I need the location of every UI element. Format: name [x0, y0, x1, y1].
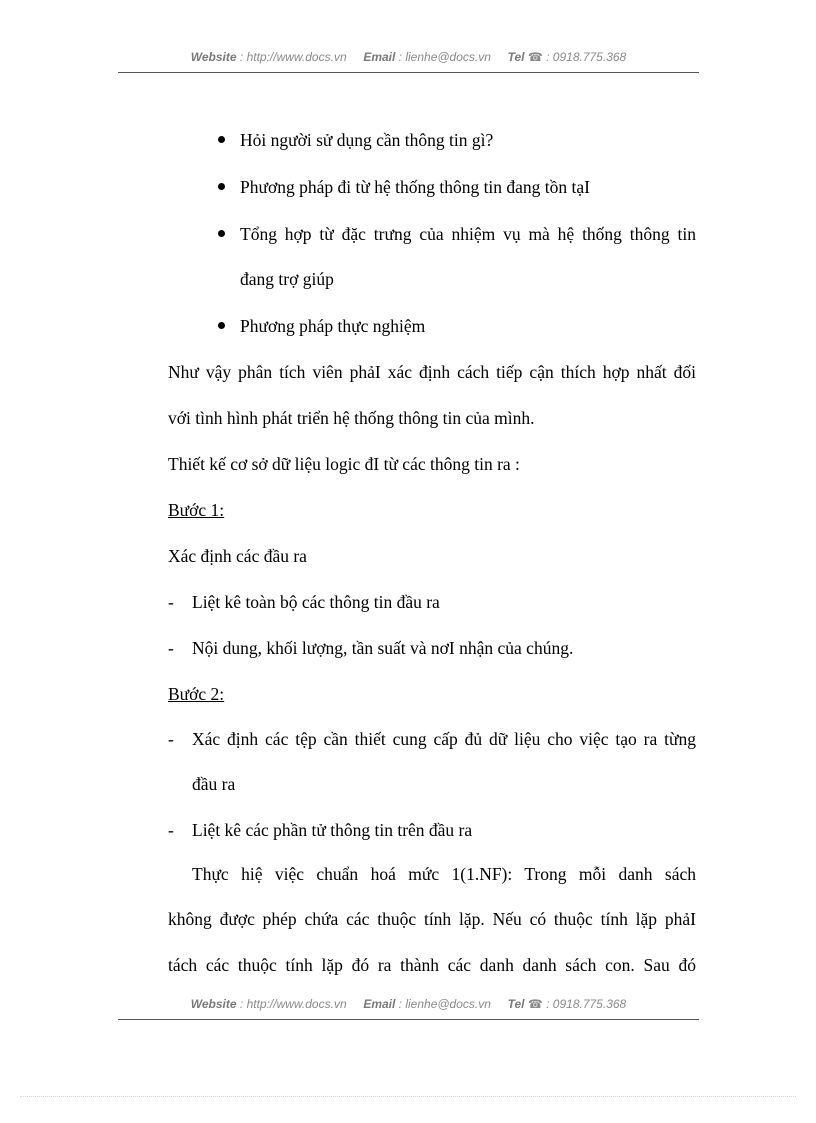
paragraph-line: Như vậy phân tích viên phảI xác định cách tiếp cận thích hợp nhất đối — [168, 362, 696, 382]
bullet-icon — [218, 322, 225, 329]
step1-item: Nội dung, khối lượng, tần suất và nơI nhận của chúng. — [192, 638, 574, 658]
dash-marker: - — [168, 729, 174, 749]
paragraph-line: tách các thuộc tính lặp đó ra thành các danh danh sách con. Sau đó — [168, 955, 696, 975]
bullet-icon — [218, 183, 225, 190]
phone-icon: ☎ — [527, 50, 543, 64]
header-website-label: Website — [190, 50, 237, 64]
step2-item: Xác định các tệp cần thiết cung cấp đủ dữ liệu cho việc tạo ra từng — [192, 729, 696, 749]
bullet-icon — [218, 136, 225, 143]
phone-icon: ☎ — [527, 997, 543, 1011]
page-bottom-divider — [20, 1096, 796, 1097]
paragraph-line: không được phép chứa các thuộc tính lặp. Nếu có thuộc tính lặp phảI — [168, 909, 696, 929]
page-header — [118, 50, 699, 73]
step1-subtitle: Xác định các đầu ra — [168, 546, 307, 566]
header-tel-value: : 0918.775.368 — [546, 50, 627, 64]
bullet-item: Tổng hợp từ đặc trưng của nhiệm vụ mà hệ thống thông tin — [240, 224, 696, 244]
footer-website-label: Website — [190, 997, 237, 1011]
dash-marker: - — [168, 638, 174, 658]
header-tel-label: Tel — [507, 50, 525, 64]
bullet-item: Phương pháp đi từ hệ thống thông tin đang tồn tạI — [240, 177, 590, 197]
header-website-link[interactable]: : http://www.docs.vn — [239, 50, 347, 64]
bullet-item-continuation: đang trợ giúp — [240, 269, 334, 289]
dash-marker: - — [168, 820, 174, 840]
paragraph-line: Thực hiệ việc chuẩn hoá mức 1(1.NF): Trong mỗi danh sách — [192, 864, 696, 884]
page-footer — [118, 997, 699, 1020]
section-intro: Thiết kế cơ sở dữ liệu logic đI từ các thông tin ra : — [168, 454, 520, 474]
bullet-item: Phương pháp thực nghiệm — [240, 316, 426, 336]
header-email-label: Email — [363, 50, 396, 64]
bullet-icon — [218, 230, 225, 237]
footer-email-label: Email — [363, 997, 396, 1011]
dash-marker: - — [168, 592, 174, 612]
step2-item-continuation: đầu ra — [192, 774, 236, 794]
footer-email-link[interactable]: : lienhe@docs.vn — [398, 997, 491, 1011]
bullet-item: Hỏi người sử dụng cần thông tin gì? — [240, 130, 494, 150]
step2-item: Liệt kê các phần tử thông tin trên đầu ra — [192, 820, 473, 840]
footer-tel-value: : 0918.775.368 — [546, 997, 627, 1011]
paragraph-line: với tình hình phát triển hệ thống thông tin của mình. — [168, 408, 535, 428]
step2-title: Bước 2: — [168, 684, 225, 704]
footer-tel-label: Tel — [507, 997, 525, 1011]
step1-title: Bước 1: — [168, 500, 225, 520]
step1-item: Liệt kê toàn bộ các thông tin đầu ra — [192, 592, 440, 612]
header-email-link[interactable]: : lienhe@docs.vn — [398, 50, 491, 64]
footer-website-link[interactable]: : http://www.docs.vn — [239, 997, 347, 1011]
